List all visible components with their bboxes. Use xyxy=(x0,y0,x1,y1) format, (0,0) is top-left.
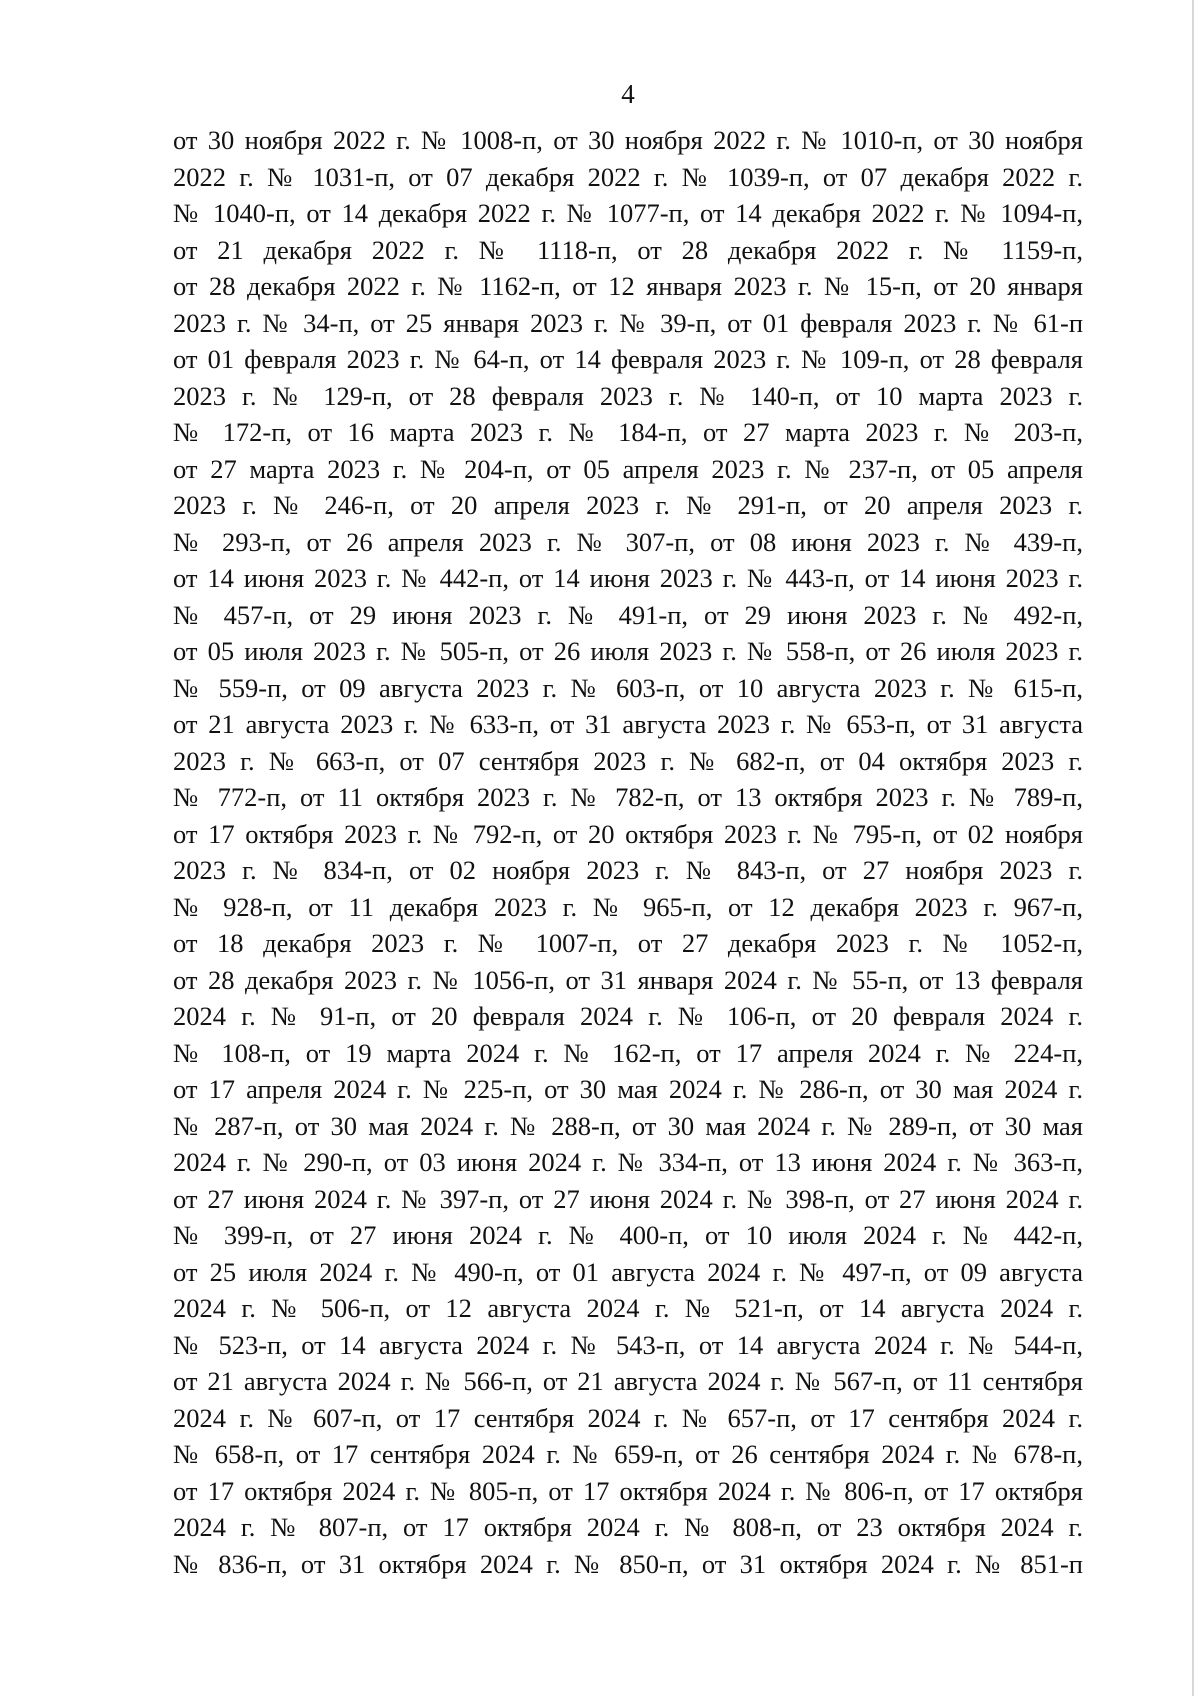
text-line: 2024 г. № 607-п, от 17 сентября 2024 г. № 657-п, от 17 сентября 2024 г. xyxy=(173,1402,1083,1433)
text-line: от 27 июня 2024 г. № 397-п, от 27 июня 2024 г. № 398-п, от 27 июня 2024 г. xyxy=(173,1183,1083,1214)
text-line: 2022 г. № 1031-п, от 07 декабря 2022 г. № 1039-п, от 07 декабря 2022 г. xyxy=(173,161,1083,192)
text-line: 2024 г. № 506-п, от 12 августа 2024 г. № 521-п, от 14 августа 2024 г. xyxy=(173,1293,1083,1323)
text-line: 2023 г. № 834-п, от 02 ноября 2023 г. № 843-п, от 27 ноября 2023 г. xyxy=(173,855,1083,885)
text-line: № 1040-п, от 14 декабря 2022 г. № 1077-п, от 14 декабря 2022 г. № 1094-п, xyxy=(173,198,1083,228)
text-line: от 17 октября 2024 г. № 805-п, от 17 октября 2024 г. № 806-п, от 17 октября xyxy=(173,1475,1083,1506)
text-line: от 21 августа 2023 г. № 633-п, от 31 августа 2023 г. № 653-п, от 31 августа xyxy=(173,709,1083,739)
text-line: от 27 марта 2023 г. № 204-п, от 05 апреля 2023 г. № 237-п, от 05 апреля xyxy=(173,453,1083,484)
text-line: от 21 августа 2024 г. № 566-п, от 21 августа 2024 г. № 567-п, от 11 сентября xyxy=(173,1366,1083,1396)
page-number: 4 xyxy=(621,79,635,109)
text-line: от 05 июля 2023 г. № 505-п, от 26 июля 2023 г. № 558-п, от 26 июля 2023 г. xyxy=(173,636,1083,666)
text-line: от 17 октября 2023 г. № 792-п, от 20 октября 2023 г. № 795-п, от 02 ноября xyxy=(173,818,1083,849)
text-line: № 836-п, от 31 октября 2024 г. № 850-п, от 31 октября 2024 г. № 851-п xyxy=(173,1548,1083,1579)
text-line: 2024 г. № 807-п, от 17 октября 2024 г. № 808-п, от 23 октября 2024 г. xyxy=(173,1512,1083,1542)
text-line: № 293-п, от 26 апреля 2023 г. № 307-п, от 08 июня 2023 г. № 439-п, xyxy=(173,526,1083,557)
text-line: 2023 г. № 246-п, от 20 апреля 2023 г. № 291-п, от 20 апреля 2023 г. xyxy=(173,490,1083,520)
text-line: от 14 июня 2023 г. № 442-п, от 14 июня 2023 г. № 443-п, от 14 июня 2023 г. xyxy=(173,563,1083,593)
text-line: № 559-п, от 09 августа 2023 г. № 603-п, от 10 августа 2023 г. № 615-п, xyxy=(173,672,1083,703)
text-line: № 523-п, от 14 августа 2024 г. № 543-п, от 14 августа 2024 г. № 544-п, xyxy=(173,1329,1083,1360)
text-line: № 399-п, от 27 июня 2024 г. № 400-п, от 10 июля 2024 г. № 442-п, xyxy=(173,1220,1083,1250)
text-line: 2024 г. № 91-п, от 20 февраля 2024 г. № 106-п, от 20 февраля 2024 г. xyxy=(173,1001,1083,1031)
text-line: 2024 г. № 290-п, от 03 июня 2024 г. № 334-п, от 13 июня 2024 г. № 363-п, xyxy=(173,1147,1083,1177)
text-line: № 287-п, от 30 мая 2024 г. № 288-п, от 30 мая 2024 г. № 289-п, от 30 мая xyxy=(173,1110,1083,1141)
text-line: от 25 июля 2024 г. № 490-п, от 01 августа 2024 г. № 497-п, от 09 августа xyxy=(173,1256,1083,1287)
text-line: № 108-п, от 19 марта 2024 г. № 162-п, от 17 апреля 2024 г. № 224-п, xyxy=(173,1037,1083,1068)
text-line: от 30 ноября 2022 г. № 1008-п, от 30 ноября 2022 г. № 1010-п, от 30 ноября xyxy=(173,125,1083,155)
text-line: 2023 г. № 663-п, от 07 сентября 2023 г. № 682-п, от 04 октября 2023 г. xyxy=(173,745,1083,776)
text-line: от 18 декабря 2023 г. № 1007-п, от 27 декабря 2023 г. № 1052-п, xyxy=(173,928,1083,958)
scan-edge-line xyxy=(1192,0,1194,1696)
text-line: № 658-п, от 17 сентября 2024 г. № 659-п, от 26 сентября 2024 г. № 678-п, xyxy=(173,1439,1083,1469)
text-line: 2023 г. № 129-п, от 28 февраля 2023 г. № 140-п, от 10 марта 2023 г. xyxy=(173,380,1083,411)
text-line: № 772-п, от 11 октября 2023 г. № 782-п, от 13 октября 2023 г. № 789-п, xyxy=(173,782,1083,812)
text-line: № 928-п, от 11 декабря 2023 г. № 965-п, от 12 декабря 2023 г. 967-п, xyxy=(173,891,1083,922)
text-line: № 172-п, от 16 марта 2023 г. № 184-п, от 27 марта 2023 г. № 203-п, xyxy=(173,417,1083,447)
text-line: от 01 февраля 2023 г. № 64-п, от 14 февраля 2023 г. № 109-п, от 28 февраля xyxy=(173,344,1083,374)
body-text xyxy=(173,122,1083,1582)
text-line: от 28 декабря 2022 г. № 1162-п, от 12 января 2023 г. № 15-п, от 20 января xyxy=(173,271,1083,301)
text-line: от 17 апреля 2024 г. № 225-п, от 30 мая 2024 г. № 286-п, от 30 мая 2024 г. xyxy=(173,1074,1083,1104)
text-line: от 21 декабря 2022 г. № 1118-п, от 28 декабря 2022 г. № 1159-п, xyxy=(173,234,1083,265)
text-line: 2023 г. № 34-п, от 25 января 2023 г. № 39-п, от 01 февраля 2023 г. № 61-п xyxy=(173,307,1083,338)
text-line: № 457-п, от 29 июня 2023 г. № 491-п, от 29 июня 2023 г. № 492-п, xyxy=(173,599,1083,630)
text-line: от 28 декабря 2023 г. № 1056-п, от 31 января 2024 г. № 55-п, от 13 февраля xyxy=(173,964,1083,995)
